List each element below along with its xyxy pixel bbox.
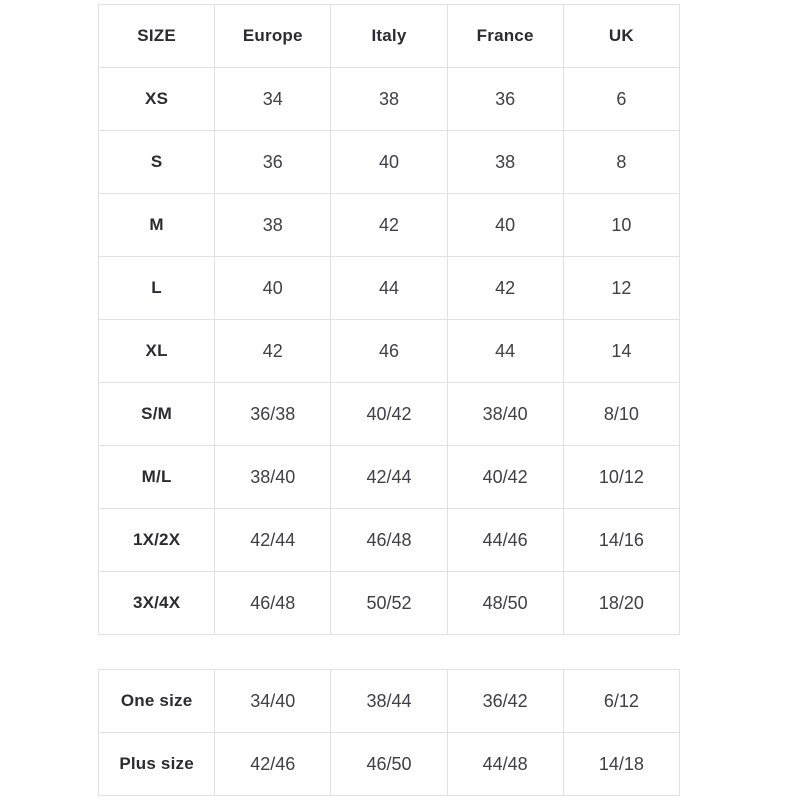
column-header-italy: Italy: [331, 5, 447, 68]
size-value-cell: 44/46: [447, 509, 563, 572]
size-value-cell: 14/16: [563, 509, 679, 572]
size-value-cell: 38/44: [331, 670, 447, 733]
table-row: [99, 194, 680, 257]
table-row: [99, 383, 680, 446]
size-value-cell: 6/12: [563, 670, 679, 733]
size-label: 3X/4X: [99, 572, 215, 635]
size-value-cell: 40/42: [447, 446, 563, 509]
size-label: M: [99, 194, 215, 257]
size-value-cell: 44: [447, 320, 563, 383]
table-row: [99, 572, 680, 635]
size-value-cell: 38: [331, 68, 447, 131]
size-value-cell: 46/50: [331, 733, 447, 796]
size-value-cell: 38: [447, 131, 563, 194]
size-value-cell: 50/52: [331, 572, 447, 635]
size-label: XL: [99, 320, 215, 383]
header-row: [99, 5, 680, 68]
size-label: One size: [99, 670, 215, 733]
size-value-cell: 42/46: [215, 733, 331, 796]
table-row: [99, 257, 680, 320]
table-row: [99, 670, 680, 733]
size-value-cell: 14: [563, 320, 679, 383]
size-value-cell: 40: [447, 194, 563, 257]
size-value-cell: 36/42: [447, 670, 563, 733]
size-label: M/L: [99, 446, 215, 509]
size-value-cell: 44: [331, 257, 447, 320]
column-header-size: SIZE: [99, 5, 215, 68]
size-value-cell: 38/40: [447, 383, 563, 446]
size-value-cell: 42/44: [331, 446, 447, 509]
size-value-cell: 46/48: [331, 509, 447, 572]
size-value-cell: 38/40: [215, 446, 331, 509]
table-row: [99, 68, 680, 131]
column-header-france: France: [447, 5, 563, 68]
size-value-cell: 46/48: [215, 572, 331, 635]
size-value-cell: 40: [215, 257, 331, 320]
table-row: [99, 509, 680, 572]
size-value-cell: 8: [563, 131, 679, 194]
size-value-cell: 42: [215, 320, 331, 383]
size-conversion-table: [98, 4, 680, 635]
table-row: [99, 131, 680, 194]
size-value-cell: 18/20: [563, 572, 679, 635]
size-value-cell: 6: [563, 68, 679, 131]
size-conversion-table-body: [99, 68, 680, 635]
special-sizes-table: [98, 669, 680, 796]
size-value-cell: 36/38: [215, 383, 331, 446]
size-value-cell: 40: [331, 131, 447, 194]
size-value-cell: 8/10: [563, 383, 679, 446]
size-value-cell: 48/50: [447, 572, 563, 635]
size-value-cell: 46: [331, 320, 447, 383]
size-value-cell: 12: [563, 257, 679, 320]
column-header-uk: UK: [563, 5, 679, 68]
size-label: S: [99, 131, 215, 194]
table-row: [99, 446, 680, 509]
column-header-europe: Europe: [215, 5, 331, 68]
size-value-cell: 42: [447, 257, 563, 320]
size-value-cell: 44/48: [447, 733, 563, 796]
special-sizes-table-body: [99, 670, 680, 796]
size-label: S/M: [99, 383, 215, 446]
table-row: [99, 320, 680, 383]
size-value-cell: 38: [215, 194, 331, 257]
size-value-cell: 36: [447, 68, 563, 131]
size-label: 1X/2X: [99, 509, 215, 572]
table-row: [99, 733, 680, 796]
size-value-cell: 36: [215, 131, 331, 194]
size-value-cell: 40/42: [331, 383, 447, 446]
size-value-cell: 34: [215, 68, 331, 131]
size-label: Plus size: [99, 733, 215, 796]
size-conversion-table-header: [99, 5, 680, 68]
size-label: XS: [99, 68, 215, 131]
size-value-cell: 10: [563, 194, 679, 257]
size-value-cell: 10/12: [563, 446, 679, 509]
size-value-cell: 14/18: [563, 733, 679, 796]
size-label: L: [99, 257, 215, 320]
size-value-cell: 34/40: [215, 670, 331, 733]
size-value-cell: 42: [331, 194, 447, 257]
size-value-cell: 42/44: [215, 509, 331, 572]
